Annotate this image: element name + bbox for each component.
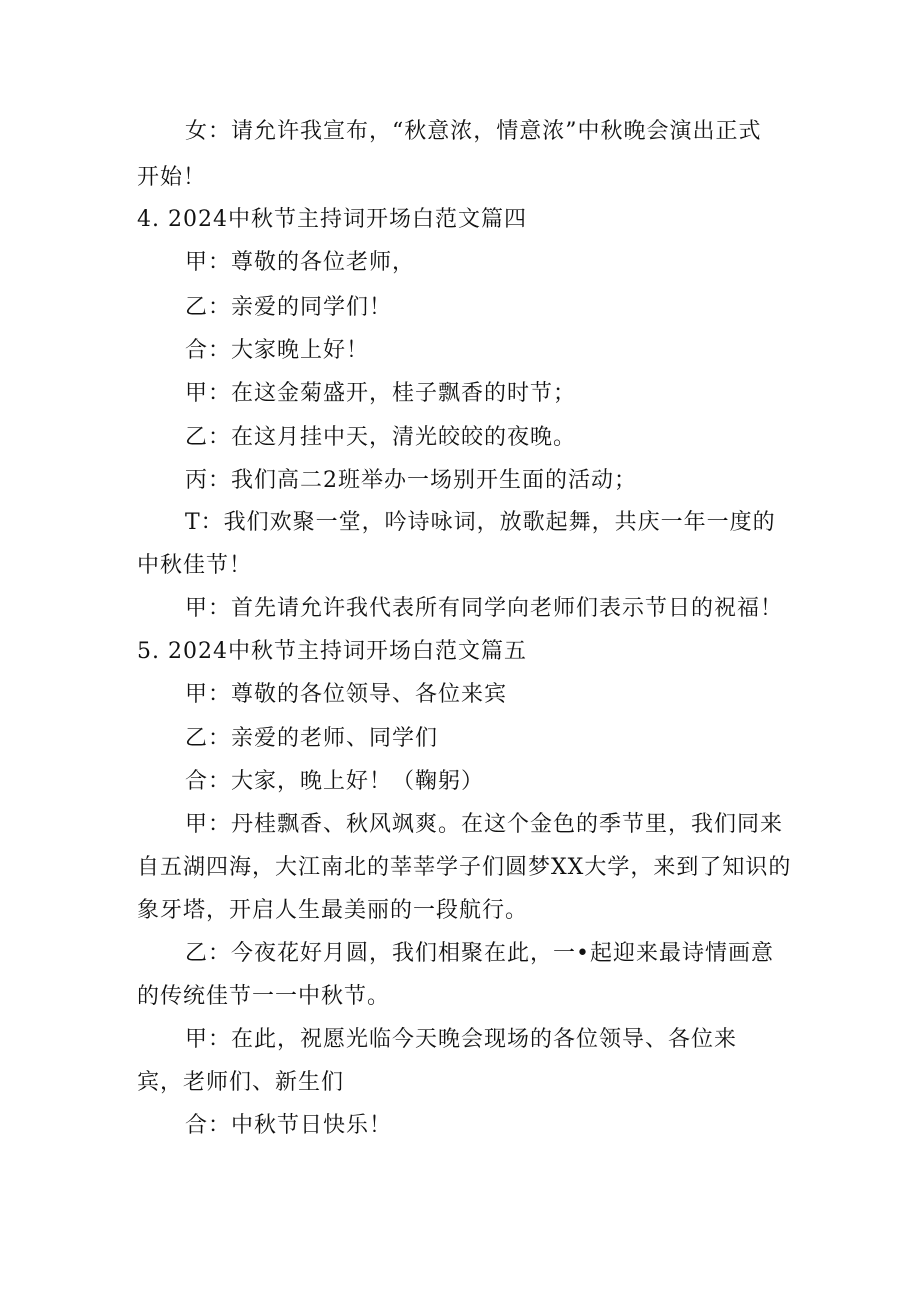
section-heading: 4. 2024中秋节主持词开场白范文篇四 — [137, 207, 527, 232]
text-line: 象牙塔，开启人生最美丽的一段航行。 — [137, 898, 529, 923]
text-line: 甲：在这金菊盛开，桂子飘香的时节； — [185, 381, 577, 406]
text-line: 合：大家，晚上好！（鞠躬） — [185, 769, 485, 794]
text-line: 乙：今夜花好月圆，我们相聚在此，一•起迎来最诗情画意 — [185, 941, 774, 966]
text-line: 乙：亲爱的老师、同学们 — [185, 726, 439, 751]
text-line: 甲：尊敬的各位领导、各位来宾 — [185, 682, 508, 707]
text-line: T：我们欢聚一堂，吟诗咏词，放歌起舞，共庆一年一度的 — [185, 510, 776, 535]
text-line: 甲：丹桂飘香、秋风飒爽。在这个金色的季节里，我们同来 — [185, 812, 784, 837]
text-line: 乙：亲爱的同学们！ — [185, 295, 393, 320]
text-line: 自五湖四海，大江南北的莘莘学子们圆梦XX大学，来到了知识的 — [137, 855, 792, 880]
text-line: 宾，老师们、新生们 — [137, 1070, 345, 1095]
text-line: 甲：在此，祝愿光临今天晚会现场的各位领导、各位来 — [185, 1027, 738, 1052]
text-line: 乙：在这月挂中天，清光皎皎的夜晚。 — [185, 425, 577, 450]
section-heading: 5. 2024中秋节主持词开场白范文篇五 — [137, 639, 527, 664]
text-line: 甲：首先请允许我代表所有同学向老师们表示节日的祝福！ — [185, 596, 784, 621]
text-line: 中秋佳节！ — [137, 553, 253, 578]
text-line: 女：请允许我宣布，“秋意浓，情意浓”中秋晚会演出正式 — [185, 119, 762, 144]
text-line: 合：中秋节日快乐！ — [185, 1113, 393, 1138]
text-line: 合：大家晚上好！ — [185, 338, 370, 363]
text-line: 丙：我们高二2班举办一场别开生面的活动； — [185, 468, 637, 493]
text-line: 的传统佳节一一中秋节。 — [137, 984, 391, 1009]
text-line: 开始！ — [137, 165, 207, 190]
text-line: 甲：尊敬的各位老师， — [185, 250, 416, 275]
